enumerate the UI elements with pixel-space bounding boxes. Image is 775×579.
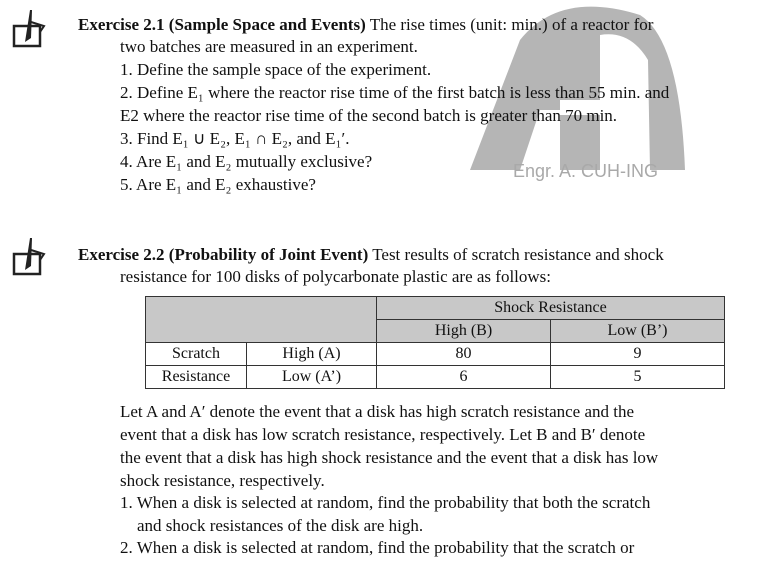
row-low: Low (A’) [247,366,377,389]
contingency-table [145,296,725,389]
text-line: resistance for 100 disks of polycarbonate plastic are as follows: [120,267,552,286]
text-line: The rise times (unit: min.) of a reactor for [369,15,654,34]
table-row [146,343,725,366]
watermark-text: Engr. A. CUH-ING [513,161,659,181]
cell: 6 [377,366,551,389]
text-line: Let A and A′ denote the event that a disk has high scratch resistance and the [120,402,635,421]
question-2: 2. When a disk is selected at random, find the probability that the scratch or [120,538,635,557]
col-low: Low (B’) [551,320,725,343]
row-group: Resistance [146,366,247,389]
shock-header: Shock Resistance [377,297,725,320]
cell: 9 [551,343,725,366]
question-5: 5. Are E₁ and E₂ exhaustive? [120,175,316,194]
exercise-title: Exercise 2.1 (Sample Space and Events) [78,15,366,34]
text-line: two batches are measured in an experiment. [120,37,418,56]
text-line: shock resistance, respectively. [120,471,325,490]
col-high: High (B) [377,320,551,343]
row-high: High (A) [247,343,377,366]
cell: 80 [377,343,551,366]
exercise-2-2-heading [78,245,664,265]
exercise-title: Exercise 2.2 (Probability of Joint Event) [78,245,369,264]
question-3: 3. Find E₁ ∪ E₂, E₁ ∩ E₂, and E₁′. [120,129,350,148]
text-line: event that a disk has low scratch resistance, respectively. Let B and B′ denote [120,425,646,444]
table-row [146,366,725,389]
question-4: 4. Are E₁ and E₂ mutually exclusive? [120,152,373,171]
question-1-cont: and shock resistances of the disk are high. [137,516,424,535]
question-2-cont: E2 where the reactor rise time of the second batch is greater than 70 min. [120,106,618,125]
question-2: 2. Define E₁ where the reactor rise time of the first batch is less than 55 min. and [120,83,670,102]
question-1: 1. When a disk is selected at random, find the probability that both the scratch [120,493,651,512]
cell: 5 [551,366,725,389]
question-1: 1. Define the sample space of the experiment. [120,60,432,79]
writing-hand-icon [10,8,50,52]
text-line: Test results of scratch resistance and shock [372,245,664,264]
exercise-2-1-heading [78,15,653,35]
text-line: the event that a disk has high shock resistance and the event that a disk has low [120,448,659,467]
empty-header [146,297,377,343]
writing-hand-icon [10,236,50,280]
row-group: Scratch [146,343,247,366]
